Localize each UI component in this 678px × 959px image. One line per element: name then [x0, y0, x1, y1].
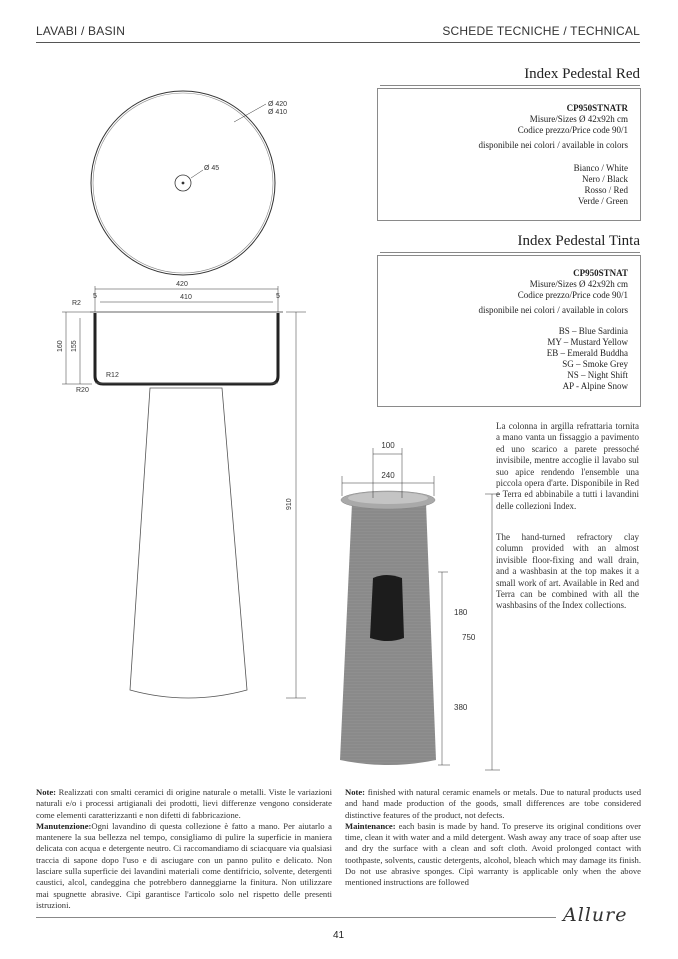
dim-radius-r12: R12	[106, 372, 119, 379]
pedestal-column	[340, 491, 436, 765]
product-price-code: Codice prezzo/Price code 90/1	[517, 290, 628, 300]
maintenance-label: Manutenzione:	[36, 820, 92, 831]
dim-height-910: 910	[286, 498, 293, 510]
basin-top-view	[91, 91, 275, 275]
dim-top-410: Ø 410	[268, 109, 288, 116]
color-item: SG – Smoke Grey	[562, 359, 628, 369]
product-code: CP950STNATR	[566, 103, 628, 113]
product-title-red: Index Pedestal Red	[524, 66, 640, 82]
dim-width-410: 410	[180, 294, 192, 301]
dim-photo-100: 100	[381, 441, 395, 450]
notes-it	[36, 787, 332, 911]
color-item: Bianco / White	[573, 163, 628, 173]
maintenance-text: Ogni lavandino di questa collezione è fatto a mano. Per aiutarlo a mantenere la sua bellezza nel tempo, consigliamo di pulire la superficie in maniera delicata con acqua e detergente neutro. Ci raccomandiamo di sciacquare via qualsiasi traccia di sapone dopo l'uso e di asciugare con un panno pulito e delicato. Non lasciare sulla superficie dei lavandini materiali come dentifricio, solvente, detergenti caustici, alcol, candeggina che potrebbero danneggiarne la finitura. Non utilizzare mai spugnette abrasive. Cipì garantisce l'articolo solo nel rispetto delle presenti istruzioni.	[36, 820, 332, 910]
dim-top-420: Ø 420	[268, 101, 288, 108]
color-item: MY – Mustard Yellow	[547, 337, 628, 347]
colors-label: disponibile nei colori / available in colors	[478, 140, 628, 150]
note-label: Note:	[345, 787, 366, 797]
maintenance-text: each basin is made by hand. To preserve its original conditions over time, clean it with water and a mild detergent. Wash away any trace of soap after use and dry the surface with a clean and soft cloth. Avoid prolonged contact with toothpaste, solvents, caustic detergents, alcohol, bleach which may damage its finish. Do not use abrasive sponges. Cipì warranty is applicable only when the above mentioned instructions are followed	[345, 820, 641, 888]
color-item: Rosso / Red	[584, 185, 628, 195]
dim-radius-r20: R20	[76, 387, 89, 394]
color-item: Verde / Green	[578, 196, 628, 206]
product-price-code: Codice prezzo/Price code 90/1	[517, 125, 628, 135]
notes-en	[345, 787, 641, 889]
note-text: Realizzati con smalti ceramici di origine naturale o metalli. Viste le variazioni naturali e/o i processi artigianali dei prodotti, lievi differenze vengono considerate come elementi caratterizzanti e non difetti di fabbricazione.	[36, 787, 332, 820]
note-text: finished with natural ceramic enamels or metals. Due to natural products used and hand made production of the goods, small differences are tobe considered distinctive features of the product, not defects.	[345, 787, 641, 820]
dim-width-420: 420	[176, 281, 188, 288]
header-section-left: LAVABI / BASIN	[36, 24, 126, 38]
description-en: The hand-turned refractory clay column provided with an almost invisible floor-fixing and wall drain, and a washbasin at the top makes it a small work of art. Available in Red and Terra can be combined with all the washbasins of the Index collections.	[496, 532, 639, 611]
header-section-right: SCHEDE TECNICHE / TECHNICAL	[442, 24, 640, 38]
dimension-lines	[62, 286, 306, 698]
colors-label: disponibile nei colori / available in colors	[478, 305, 628, 315]
dim-radius-r2: R2	[72, 300, 81, 307]
product-title-tinta: Index Pedestal Tinta	[517, 233, 640, 249]
note-label: Note:	[36, 787, 57, 797]
basin-side-view	[90, 312, 283, 698]
page-number: 41	[333, 930, 345, 941]
dim-wall-left: 5	[93, 293, 97, 300]
color-item: Nero / Black	[582, 174, 628, 184]
dim-photo-240: 240	[381, 471, 395, 480]
dim-photo-750: 750	[462, 633, 476, 642]
dim-photo-180: 180	[454, 608, 468, 617]
brand-logo: Allure	[563, 904, 628, 926]
color-item: EB – Emerald Buddha	[546, 348, 628, 358]
footer-rule	[36, 917, 556, 918]
color-item: AP - Alpine Snow	[562, 381, 628, 391]
product-code: CP950STNAT	[573, 268, 628, 278]
dim-drain-45: Ø 45	[204, 165, 220, 172]
dim-height-155: 155	[71, 340, 78, 352]
dim-wall-right: 5	[276, 293, 280, 300]
description-it: La colonna in argilla refrattaria tornita a mano vanta un fissaggio a pavimento ed uno scarico a parete pressoché invisibile, mentre accoglie il lavabo sul suo apice rendendo l'ensemble una piccola opera d'arte. Disponibile in Red e Terra ed abbinabile a tutti i lavandini delle collezioni Index.	[496, 421, 639, 511]
maintenance-label: Maintenance:	[345, 820, 396, 831]
pedestal-photo	[330, 430, 510, 775]
product-sizes: Misure/Sizes Ø 42x92h cm	[529, 279, 628, 289]
product-sizes: Misure/Sizes Ø 42x92h cm	[529, 114, 628, 124]
color-item: NS – Night Shift	[567, 370, 628, 380]
dim-photo-380: 380	[454, 703, 468, 712]
color-item: BS – Blue Sardinia	[558, 326, 628, 336]
dim-height-160: 160	[57, 340, 64, 352]
